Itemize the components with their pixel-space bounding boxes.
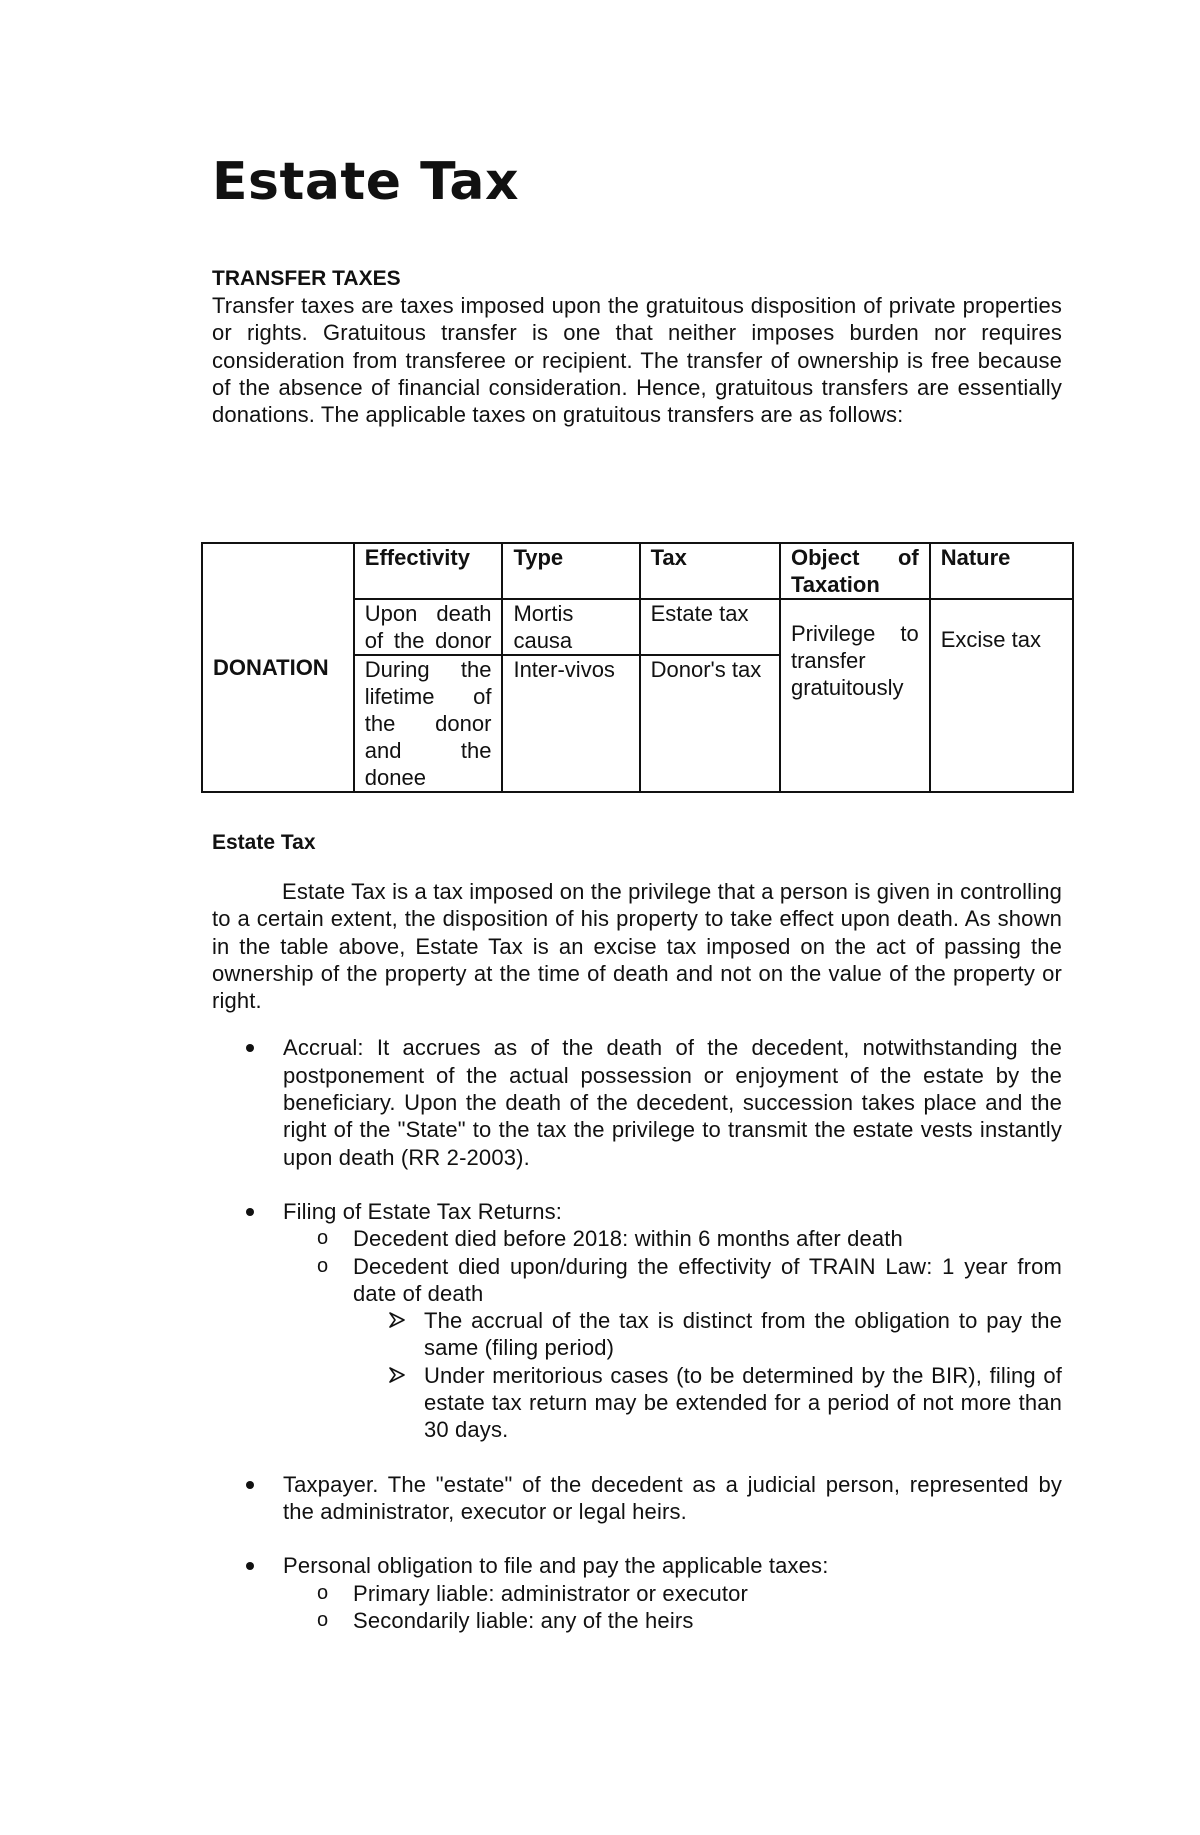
table-header-row xyxy=(202,543,1073,599)
estate-tax-heading: Estate Tax xyxy=(212,831,316,854)
filing-label: Filing of Estate Tax Returns: xyxy=(283,1198,563,1224)
circle-bullet-icon: o xyxy=(317,1254,329,1277)
accrual-vs-obligation: The accrual of the tax is distinct from the obligation to pay the same (filing period) xyxy=(424,1308,1062,1361)
sub-list-item xyxy=(212,1607,1062,1634)
estate-tax-paragraph: Estate Tax is a tax imposed on the privilege that a person is given in controlling to a certain extent, the disposition of his property to take effect upon death. As shown in the table above, Estate Tax is an excise tax imposed on the act of passing the ownership of the property at the time of death and not on the value of the property or right. xyxy=(212,879,1062,1014)
obligation-sub-list xyxy=(283,1580,1062,1635)
arrow-list-item xyxy=(212,1362,1062,1444)
circle-bullet-icon: o xyxy=(317,1227,329,1250)
object-of-taxation-value: Privilege to transfer gratuitously xyxy=(780,599,930,792)
circle-bullet-icon: o xyxy=(317,1581,329,1604)
filing-before-2018: Decedent died before 2018: within 6 months after death xyxy=(353,1226,903,1252)
sub-list-item xyxy=(212,1580,1062,1607)
header-tax: Tax xyxy=(640,543,780,599)
header-taxation-word: Taxation xyxy=(790,572,880,597)
circle-bullet-icon: o xyxy=(317,1608,329,1631)
secondarily-liable: Secondarily liable: any of the heirs xyxy=(353,1607,694,1633)
filing-sub-list xyxy=(283,1225,1062,1443)
header-of-word: of xyxy=(897,545,919,570)
list-item-accrual xyxy=(212,1034,1062,1170)
transfer-taxes-paragraph: Transfer taxes are taxes imposed upon the gratuitous disposition of private properties or rights. Gratuitous transfer is one that neither imposes burden nor requires consideration from transferee or recipient. The transfer of ownership is free because of the absence of financial consideration. Hence, gratuitous transfers are essentially donations. The applicable taxes on gratuitous transfers are as follows: xyxy=(212,293,1062,428)
bullet-icon xyxy=(246,1562,254,1570)
sub-list-item xyxy=(212,1253,1062,1444)
header-object-word: Object xyxy=(790,545,860,570)
header-nature: Nature xyxy=(930,543,1073,599)
header-effectivity: Effectivity xyxy=(354,543,503,599)
donation-row-label: DONATION xyxy=(202,543,354,792)
obligation-label: Personal obligation to file and pay the applicable taxes: xyxy=(283,1553,829,1579)
arrow-bullet-icon xyxy=(389,1367,405,1383)
transfer-taxes-heading: TRANSFER TAXES xyxy=(212,267,401,290)
filing-arrow-list xyxy=(353,1307,1062,1443)
document-page xyxy=(212,150,1062,1633)
estate-tax-bullet-list xyxy=(212,1034,1062,1634)
list-item-taxpayer xyxy=(212,1471,1062,1526)
meritorious-cases: Under meritorious cases (to be determined by the BIR), filing of estate tax return may be extended for a period of not more than 30 days. xyxy=(424,1362,1062,1443)
filing-train-law: Decedent died upon/during the effectivity of TRAIN Law: 1 year from date of death xyxy=(353,1253,1062,1306)
effectivity-donor: During the lifetime of the donor and the donee xyxy=(354,655,503,792)
taxpayer-text: Taxpayer. The "estate" of the decedent as a judicial person, represented by the administrator, executor or legal heirs. xyxy=(283,1471,1062,1524)
tax-estate: Estate tax xyxy=(640,599,780,655)
bullet-icon xyxy=(246,1208,254,1216)
type-estate: Mortis causa xyxy=(502,599,639,655)
document-title: Estate Tax xyxy=(212,152,520,212)
transfer-taxes-table xyxy=(201,542,1074,793)
bullet-icon xyxy=(246,1044,254,1052)
header-object-of-taxation xyxy=(780,543,930,599)
sub-list-item xyxy=(212,1225,1062,1252)
list-item-obligation xyxy=(212,1552,1062,1634)
list-item-filing xyxy=(212,1198,1062,1444)
type-donor: Inter-vivos xyxy=(502,655,639,792)
header-type: Type xyxy=(502,543,639,599)
primary-liable: Primary liable: administrator or executor xyxy=(353,1580,748,1606)
tax-donor: Donor's tax xyxy=(640,655,780,792)
accrual-text: Accrual: It accrues as of the death of the decedent, notwithstanding the postponement of the actual possession or enjoyment of the estate by the beneficiary. Upon the death of the decedent, succession takes place and the right of the "State" to the tax the privilege to transmit the estate vests instantly upon death (RR 2-2003). xyxy=(283,1035,1062,1170)
nature-value: Excise tax xyxy=(930,599,1073,792)
bullet-icon xyxy=(246,1481,254,1489)
arrow-bullet-icon xyxy=(389,1312,405,1328)
estate-tax-section xyxy=(212,830,1062,1634)
effectivity-estate: Upon death of the donor xyxy=(354,599,503,655)
arrow-list-item xyxy=(212,1307,1062,1362)
